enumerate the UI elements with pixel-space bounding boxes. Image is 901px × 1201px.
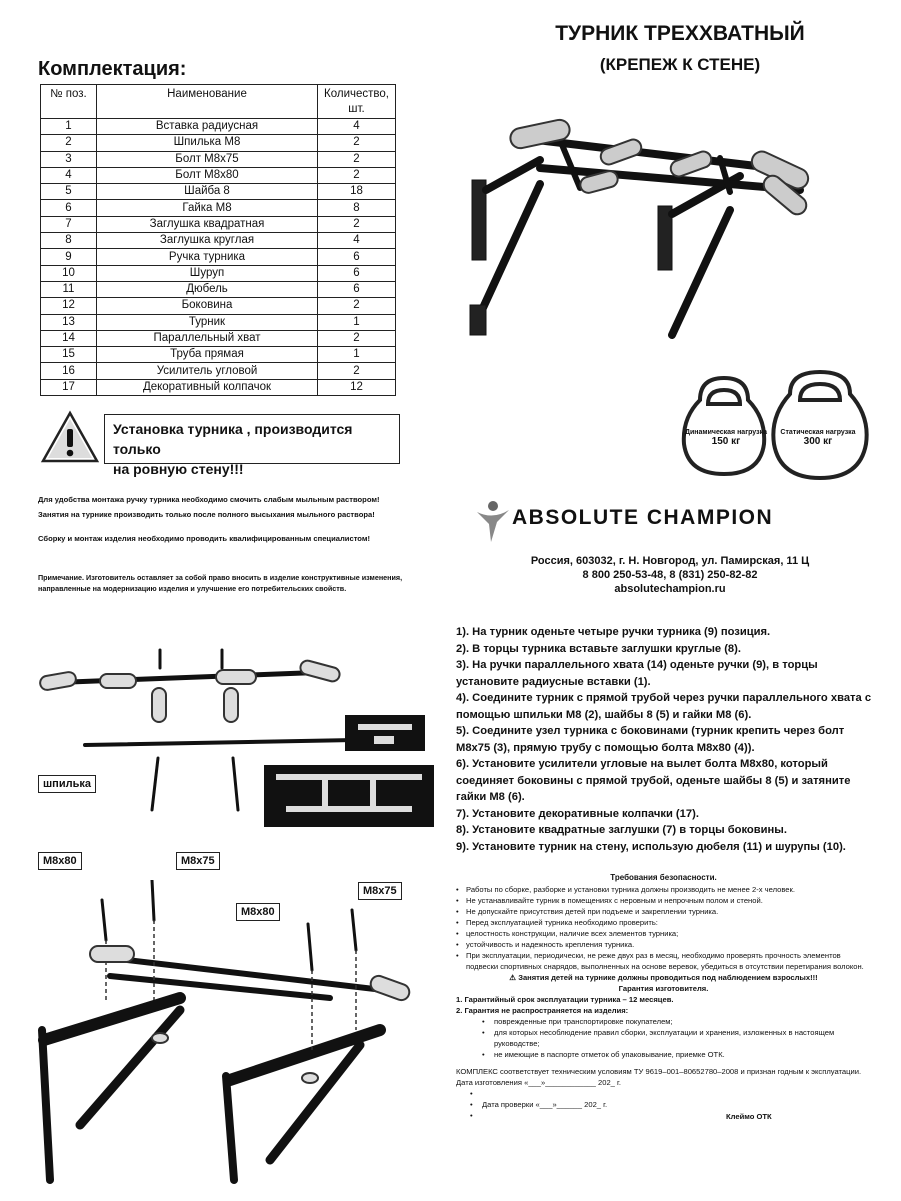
list-item: • Работы по сборке, разборке и установки турника должны производить не менее 2-х человек. <box>456 884 871 895</box>
cell-name: Ручка турника <box>97 249 318 265</box>
cell-name: Турник <box>97 314 318 330</box>
cell-qty: 2 <box>318 151 396 167</box>
step-item: 6). Установите усилители угловые на вылет болта М8х80, который соединяет боковины с прямой трубой, оденьте шайбы 8 (5) и затяните гайки М8 (6). <box>456 758 851 803</box>
dates-block <box>456 1088 871 1122</box>
cell-pos: 14 <box>41 330 97 346</box>
cell-name: Шайба 8 <box>97 184 318 200</box>
list-item: • поврежденные при транспортировке покупателем; <box>456 1016 871 1027</box>
cell-qty: 6 <box>318 249 396 265</box>
cell-name: Декоративный колпачок <box>97 379 318 395</box>
cell-qty: 12 <box>318 379 396 395</box>
safety-list <box>456 884 871 972</box>
cell-name: Заглушка круглая <box>97 233 318 249</box>
cell-qty: 2 <box>318 135 396 151</box>
list-item: • Перед эксплуатацией турника необходимо проверить: <box>456 917 871 928</box>
brand-address: Россия, 603032, г. Н. Новгород, ул. Памирская, 11 Ц <box>530 555 810 567</box>
label-m8x80-b: M8x80 <box>236 903 280 921</box>
cell-qty: 6 <box>318 281 396 297</box>
list-item: • для которых несоблюдение правил сборки, эксплуатации и хранения, изложенных в настоящем руководстве; <box>456 1027 871 1049</box>
safety-section <box>456 872 871 1122</box>
col-header-name: Наименование <box>97 85 318 119</box>
bullet-empty <box>444 1088 871 1099</box>
table-row <box>41 298 396 314</box>
list-item: • устойчивость и надежность крепления турника. <box>456 939 871 950</box>
static-load-label: Статическая нагрузка <box>780 429 856 436</box>
cell-pos: 8 <box>41 233 97 249</box>
cell-pos: 9 <box>41 249 97 265</box>
check-date: • Дата проверки «___»______ 202_ г. <box>444 1099 871 1110</box>
cell-name: Параллельный хват <box>97 330 318 346</box>
warranty-list <box>456 1016 871 1060</box>
table-row <box>41 151 396 167</box>
brand-site: absolutechampion.ru <box>614 583 726 595</box>
col-header-qty: Количество, шт. <box>318 85 396 119</box>
children-note: ⚠ Занятия детей на турнике должны проводиться под наблюдением взрослых!!! <box>509 973 818 982</box>
step-item: 5). Соедините узел турника с боковинами (турник крепить через болт М8х75 (3), прямую трубу с помощью болта М8х80 (4)). <box>456 725 845 754</box>
step-item: 4). Соедините турник с прямой трубой через ручки параллельного хвата с помощью шпильки М8 (2), шайбы 8 (5) и гайки М8 (6). <box>456 692 872 721</box>
dynamic-load-label: Динамическая нагрузка <box>685 429 767 436</box>
warning-box <box>104 414 400 477</box>
step-item: 9). Установите турник на стену, использую дюбеля (11) и шурупы (10). <box>456 840 846 853</box>
assembly-illustration <box>30 880 450 1190</box>
warranty-line-1: 1. Гарантийный срок эксплуатации турника – 12 месяцев. <box>456 995 674 1004</box>
cell-pos: 11 <box>41 281 97 297</box>
warning-line-2: на ровную стену!!! <box>113 461 244 477</box>
cell-pos: 4 <box>41 167 97 183</box>
table-row <box>41 281 396 297</box>
cell-name: Болт М8х75 <box>97 151 318 167</box>
cell-qty: 1 <box>318 314 396 330</box>
note-line-1: Для удобства монтажа ручку турника необходимо смочить слабым мыльным раствором! <box>38 495 380 504</box>
cell-name: Шпилька М8 <box>97 135 318 151</box>
cell-pos: 7 <box>41 216 97 232</box>
table-row <box>41 216 396 232</box>
list-item: • Не допускайте присутствия детей при подъеме и закреплении турника. <box>456 906 871 917</box>
table-row <box>41 119 396 135</box>
cell-name: Гайка М8 <box>97 200 318 216</box>
table-row <box>41 265 396 281</box>
dynamic-load-value: 150 кг <box>711 436 741 447</box>
cell-name: Боковина <box>97 298 318 314</box>
cell-pos: 17 <box>41 379 97 395</box>
cell-qty: 4 <box>318 119 396 135</box>
step-item: 1). На турник оденьте четыре ручки турника (9) позиция. <box>456 626 771 638</box>
label-m8x75-b: M8x75 <box>358 882 402 900</box>
table-row <box>41 135 396 151</box>
label-m8x75-a: M8x75 <box>176 852 220 870</box>
step-item: 7). Установите декоративные колпачки (17). <box>456 807 699 820</box>
list-item: • не имеющие в паспорте отметок об упаковывание, приемке ОТК. <box>456 1049 871 1060</box>
table-row <box>41 184 396 200</box>
table-row <box>41 200 396 216</box>
list-item: • Не устанавливайте турник в помещениях с неровным и непрочным полом и стеной. <box>456 895 871 906</box>
step-item: 8). Установите квадратные заглушки (7) в торцы боковины. <box>456 824 787 836</box>
kit-table <box>40 84 396 396</box>
step-item: 3). На ручки параллельного хвата (14) оденьте ручки (9), в торцы установите радиусные вставки (1). <box>456 659 818 688</box>
brand-contacts <box>470 554 870 596</box>
table-row <box>41 314 396 330</box>
warning-icon-small: ⚠ <box>509 973 519 982</box>
cell-qty: 6 <box>318 265 396 281</box>
dynamic-load <box>682 428 770 446</box>
cell-qty: 2 <box>318 298 396 314</box>
safety-heading: Требования безопасности. <box>610 873 717 882</box>
page-subtitle: (КРЕПЕЖ К СТЕНЕ) <box>599 55 761 74</box>
table-row <box>41 249 396 265</box>
table-row <box>41 347 396 363</box>
cell-qty: 8 <box>318 200 396 216</box>
step-item: 2). В торцы турника вставьте заглушки круглые (8). <box>456 642 741 655</box>
kit-table-header <box>41 85 396 119</box>
label-stud: шпилька <box>38 775 96 793</box>
brand-phones: 8 800 250-53-48, 8 (831) 250-82-82 <box>582 569 758 581</box>
static-load-value: 300 кг <box>803 436 833 447</box>
cell-qty: 2 <box>318 216 396 232</box>
bullet-empty <box>444 1110 871 1121</box>
cell-pos: 15 <box>41 347 97 363</box>
cell-pos: 1 <box>41 119 97 135</box>
disclaimer: Примечание. Изготовитель оставляет за собой право вносить в изделие конструктивные изменения, направленные на модернизацию изделия и улучшение его потребительских свойств. <box>38 573 403 593</box>
assembly-steps <box>456 624 876 855</box>
cell-pos: 6 <box>41 200 97 216</box>
static-load <box>778 428 858 446</box>
cell-name: Труба прямая <box>97 347 318 363</box>
warning-line-1: Установка турника , производится только <box>113 421 353 457</box>
cell-qty: 18 <box>318 184 396 200</box>
cell-pos: 3 <box>41 151 97 167</box>
load-kettlebells <box>680 370 870 480</box>
notes <box>38 493 438 547</box>
cell-name: Заглушка квадратная <box>97 216 318 232</box>
brand-logo <box>475 498 511 544</box>
kit-heading: Комплектация: <box>38 58 187 80</box>
cell-pos: 10 <box>41 265 97 281</box>
parts-illustration <box>30 640 440 830</box>
cell-qty: 1 <box>318 347 396 363</box>
warranty-line-2: 2. Гарантия не распространяется на изделия: <box>456 1006 629 1015</box>
cell-pos: 5 <box>41 184 97 200</box>
cell-name: Болт М8х80 <box>97 167 318 183</box>
cell-qty: 2 <box>318 167 396 183</box>
cell-qty: 4 <box>318 233 396 249</box>
cell-name: Шуруп <box>97 265 318 281</box>
cell-pos: 16 <box>41 363 97 379</box>
compliance: КОМПЛЕКС соответствует техническим условиям ТУ 9619–001–80652780–2008 и признан годным к эксплуатации. <box>456 1067 862 1076</box>
page-title: ТУРНИК ТРЕХХВАТНЫЙ <box>555 22 805 45</box>
cell-name: Дюбель <box>97 281 318 297</box>
col-header-pos: № поз. <box>41 85 97 119</box>
list-item: • При эксплуатации, периодически, не реже двух раз в месяц, необходимо проверять прочность элементов подвески спортивных снарядов, выполненных на основе веревок, убедиться в отсутствии перетирания волокон. <box>456 950 871 972</box>
label-m8x80-a: M8x80 <box>38 852 82 870</box>
cell-qty: 2 <box>318 363 396 379</box>
note-line-2: Занятия на турнике производить только после полного высыхания мыльного раствора! <box>38 509 375 519</box>
list-item: • целостность конструкции, наличие всех элементов турника; <box>456 928 871 939</box>
stamp-label: Клеймо ОТК <box>726 1112 772 1121</box>
note-line-3: Сборку и монтаж изделия необходимо проводить квалифицированным специалистом! <box>38 534 370 543</box>
cell-pos: 13 <box>41 314 97 330</box>
table-row <box>41 363 396 379</box>
brand-name: ABSOLUTE CHAMPION <box>512 506 774 529</box>
warning-icon <box>40 410 100 465</box>
table-row <box>41 167 396 183</box>
cell-qty: 2 <box>318 330 396 346</box>
table-row <box>41 379 396 395</box>
cell-pos: 12 <box>41 298 97 314</box>
cell-name: Вставка радиусная <box>97 119 318 135</box>
table-row <box>41 330 396 346</box>
product-illustration <box>460 110 860 350</box>
made-date: Дата изготовления «___»____________ 202_ г. <box>456 1078 621 1087</box>
warranty-heading: Гарантия изготовителя. <box>618 984 709 993</box>
cell-pos: 2 <box>41 135 97 151</box>
table-row <box>41 233 396 249</box>
cell-name: Усилитель угловой <box>97 363 318 379</box>
